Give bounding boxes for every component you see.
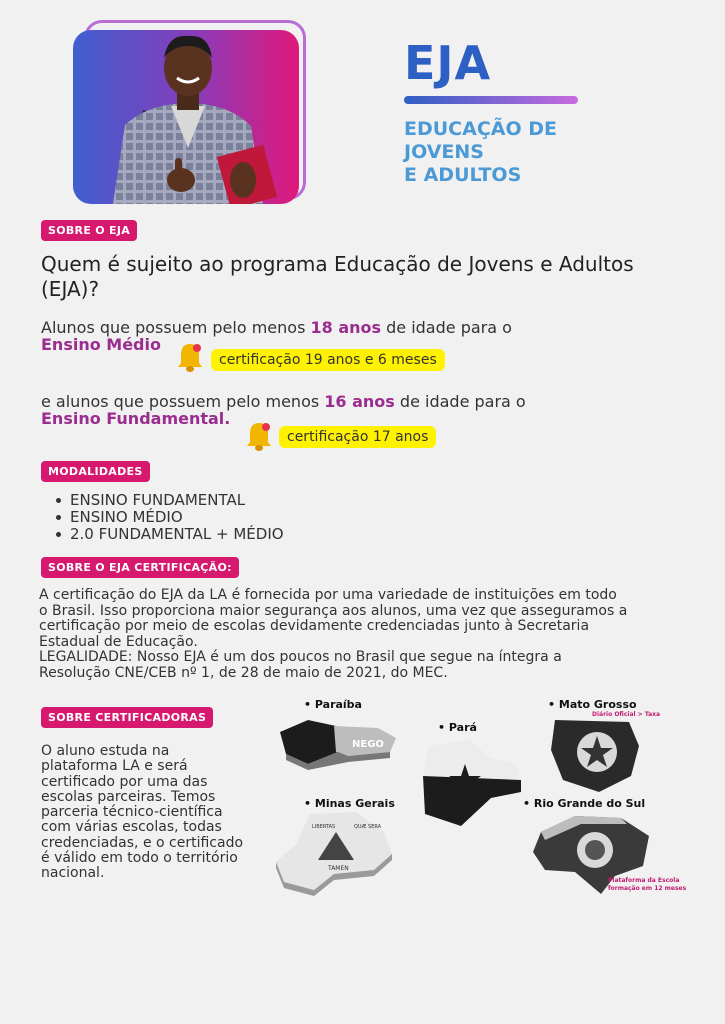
- certification-badge-fundamental: certificação 17 anos: [279, 426, 436, 448]
- state-label-para: • Pará: [438, 721, 477, 734]
- level-ensino-fundamental: Ensino Fundamental.: [41, 409, 231, 428]
- age-highlight: 16 anos: [324, 392, 395, 411]
- brand-subtitle: [404, 118, 557, 187]
- age-highlight: 18 anos: [310, 318, 382, 337]
- state-label-paraiba: • Paraíba: [304, 698, 362, 711]
- student-photo: [73, 30, 299, 204]
- rs-note: [608, 877, 686, 893]
- brand-subtitle-line: EDUCAÇÃO DE: [404, 118, 557, 140]
- section-tag-modalities: MODALIDADES: [41, 461, 150, 482]
- rs-note-line: Plataforma da Escola: [608, 877, 680, 884]
- minas-flag-text: TAMEN: [328, 865, 349, 872]
- brand-subtitle-line: E ADULTOS: [404, 164, 522, 186]
- brand-underline: [404, 96, 578, 104]
- text-line: parceria técnico-científica: [41, 804, 223, 821]
- text-line: Resolução CNE/CEB nº 1, de 28 de maio de 2021, do MEC.: [39, 664, 448, 681]
- brand-title: EJA: [404, 36, 492, 90]
- section-tag-about: SOBRE O EJA: [41, 220, 137, 241]
- minas-gerais-map: [274, 810, 398, 896]
- brand-subtitle-line: JOVENS: [404, 141, 484, 163]
- modalities-list: [56, 492, 284, 543]
- text: de idade para o: [394, 392, 526, 411]
- state-label-rio-grande-do-sul: • Rio Grande do Sul: [523, 797, 645, 810]
- text-line: certificação por meio de escolas devidamente credenciadas junto à Secretaria: [39, 618, 590, 634]
- bell-icon: [245, 420, 273, 452]
- minas-flag-text: LIBERTAS: [312, 824, 336, 830]
- section-tag-certification: SOBRE O EJA CERTIFICAÇÃO:: [41, 557, 239, 578]
- minas-flag-text: QUÆ SERA: [354, 824, 382, 830]
- text-line: certificado por uma das: [41, 773, 208, 790]
- bell-icon: [176, 341, 204, 373]
- text: e alunos que possuem pelo menos: [41, 392, 325, 411]
- text-line: plataforma LA e será: [41, 758, 188, 775]
- text-line: é válido em todo o território: [41, 850, 238, 867]
- text-line: Estadual de Educação.: [39, 633, 198, 650]
- level-ensino-medio: Ensino Médio: [41, 335, 161, 354]
- section-tag-certifiers: SOBRE CERTIFICADORAS: [41, 707, 213, 728]
- text-line: com várias escolas, todas: [41, 819, 222, 836]
- list-item: ENSINO MÉDIO: [56, 509, 284, 526]
- para-map: [421, 736, 525, 832]
- text: Alunos que possuem pelo menos: [41, 318, 311, 337]
- text: de idade para o: [381, 318, 512, 337]
- text-line: O aluno estuda na: [41, 743, 170, 759]
- certifiers-paragraph: [41, 744, 271, 882]
- mato-grosso-map: [549, 716, 641, 794]
- about-question: Quem é sujeito ao programa Educação de Jovens e Adultos (EJA)?: [41, 252, 634, 301]
- text-line: A certificação do EJA da LA é fornecida por uma variedade de instituições em todo: [39, 587, 617, 603]
- text-line: escolas parceiras. Temos: [41, 788, 216, 805]
- state-label-mato-grosso: • Mato Grosso: [548, 698, 637, 711]
- paraiba-flag-text: NEGO: [352, 739, 384, 750]
- state-label-minas-gerais: • Minas Gerais: [304, 797, 395, 810]
- text-line: o Brasil. Isso proporciona maior segurança aos alunos, uma vez que asseguramos a: [39, 602, 628, 619]
- paraiba-map: [278, 712, 400, 770]
- rs-note-line: formação em 12 meses: [608, 885, 687, 892]
- text-line: credenciadas, e o certificado: [41, 834, 244, 851]
- mato-grosso-note: Diário Oficial > Taxa: [592, 711, 661, 718]
- text-line: nacional.: [41, 865, 105, 882]
- list-item: 2.0 FUNDAMENTAL + MÉDIO: [56, 526, 284, 543]
- list-item: ENSINO FUNDAMENTAL: [56, 492, 284, 509]
- certification-badge-medio: certificação 19 anos e 6 meses: [211, 349, 445, 371]
- text-line: LEGALIDADE: Nosso EJA é um dos poucos no Brasil que segue na íntegra a: [39, 649, 562, 665]
- certification-paragraph: [39, 588, 715, 681]
